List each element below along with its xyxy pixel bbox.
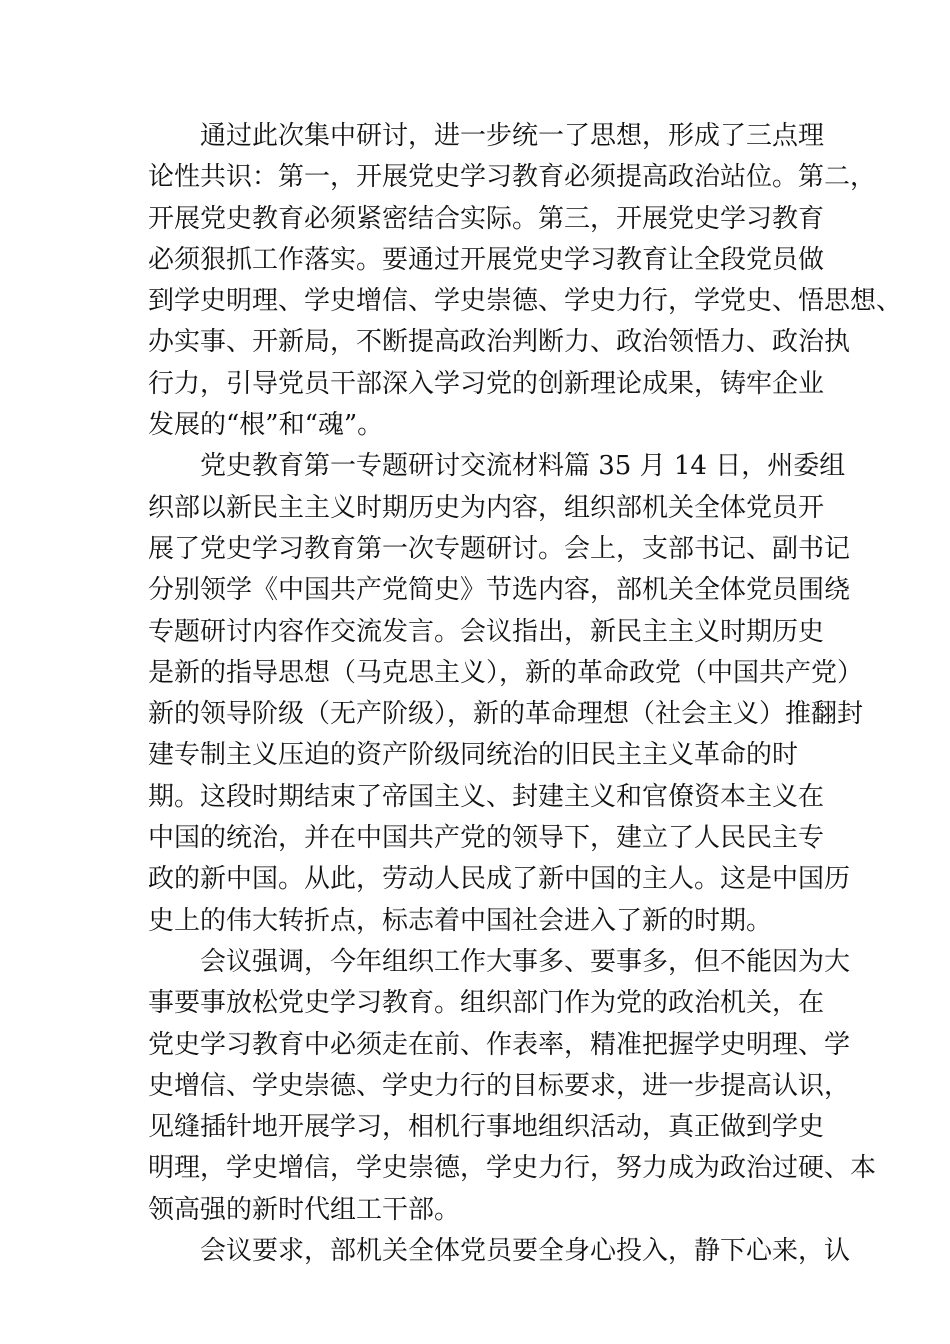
paragraph-2-line-7: 新的领导阶级（无产阶级），新的革命理想（社会主义）推翻封 — [148, 699, 864, 730]
paragraph-2-line-8: 建专制主义压迫的资产阶级同统治的旧民主主义革命的时 — [148, 740, 799, 771]
paragraph-3-line-7: 领高强的新时代组工干部。 — [148, 1194, 461, 1225]
paragraph-3-line-3: 党史学习教育中必须走在前、作表率，精准把握学史明理、学 — [148, 1029, 851, 1060]
paragraph-1-line-2: 论性共识：第一，开展党史学习教育必须提高政治站位。第二， — [148, 162, 877, 193]
paragraph-1-line-8: 发展的“根”和“魂”。 — [148, 410, 384, 441]
document-body — [148, 116, 903, 1272]
paragraph-2-line-11: 政的新中国。从此，劳动人民成了新中国的主人。这是中国历 — [148, 864, 851, 895]
paragraph-1-line-1: 通过此次集中研讨，进一步统一了思想，形成了三点理 — [200, 121, 825, 151]
paragraph-3-line-2: 事要事放松党史学习教育。组织部门作为党的政治机关，在 — [148, 988, 825, 1019]
paragraph-4-line-1: 会议要求，部机关全体党员要全身心投入，静下心来，认 — [200, 1236, 851, 1267]
paragraph-2-line-3: 展了党史学习教育第一次专题研讨。会上，支部书记、副书记 — [148, 533, 851, 564]
paragraph-2-line-5: 专题研讨内容作交流发言。会议指出，新民主主义时期历史 — [148, 616, 825, 647]
paragraph-2-line-12: 史上的伟大转折点，标志着中国社会进入了新的时期。 — [148, 905, 773, 936]
paragraph-3-line-5: 见缝插针地开展学习，相机行事地组织活动，真正做到学史 — [148, 1112, 825, 1143]
paragraph-1-line-5: 到学史明理、学史增信、学史崇德、学史力行，学党史、悟思想、 — [148, 286, 903, 317]
paragraph-2-line-4: 分别领学《中国共产党简史》节选内容，部机关全体党员围绕 — [148, 575, 851, 606]
paragraph-1-line-4: 必须狠抓工作落实。要通过开展党史学习教育让全段党员做 — [148, 244, 825, 275]
paragraph-1-line-6: 办实事、开新局，不断提高政治判断力、政治领悟力、政治执 — [148, 327, 851, 358]
paragraph-2-line-2: 织部以新民主主义时期历史为内容，组织部机关全体党员开 — [148, 492, 825, 523]
paragraph-1-line-7: 行力，引导党员干部深入学习党的创新理论成果，铸牢企业 — [148, 368, 825, 399]
paragraph-3-line-6: 明理，学史增信，学史崇德，学史力行，努力成为政治过硬、本 — [148, 1153, 877, 1184]
paragraph-3-line-4: 史增信、学史崇德、学史力行的目标要求，进一步提高认识， — [148, 1070, 851, 1101]
paragraph-3-line-1: 会议强调，今年组织工作大事多、要事多，但不能因为大 — [200, 946, 851, 977]
paragraph-1-line-3: 开展党史教育必须紧密结合实际。第三，开展党史学习教育 — [148, 203, 825, 234]
paragraph-2-line-10: 中国的统治，并在中国共产党的领导下，建立了人民民主专 — [148, 823, 825, 854]
paragraph-2-line-1: 党史教育第一专题研讨交流材料篇 35 月 14 日，州委组 — [200, 451, 846, 482]
paragraph-2-line-6: 是新的指导思想（马克思主义），新的革命政党（中国共产党） — [148, 657, 864, 688]
paragraph-2-line-9: 期。这段时期结束了帝国主义、封建主义和官僚资本主义在 — [148, 781, 825, 812]
